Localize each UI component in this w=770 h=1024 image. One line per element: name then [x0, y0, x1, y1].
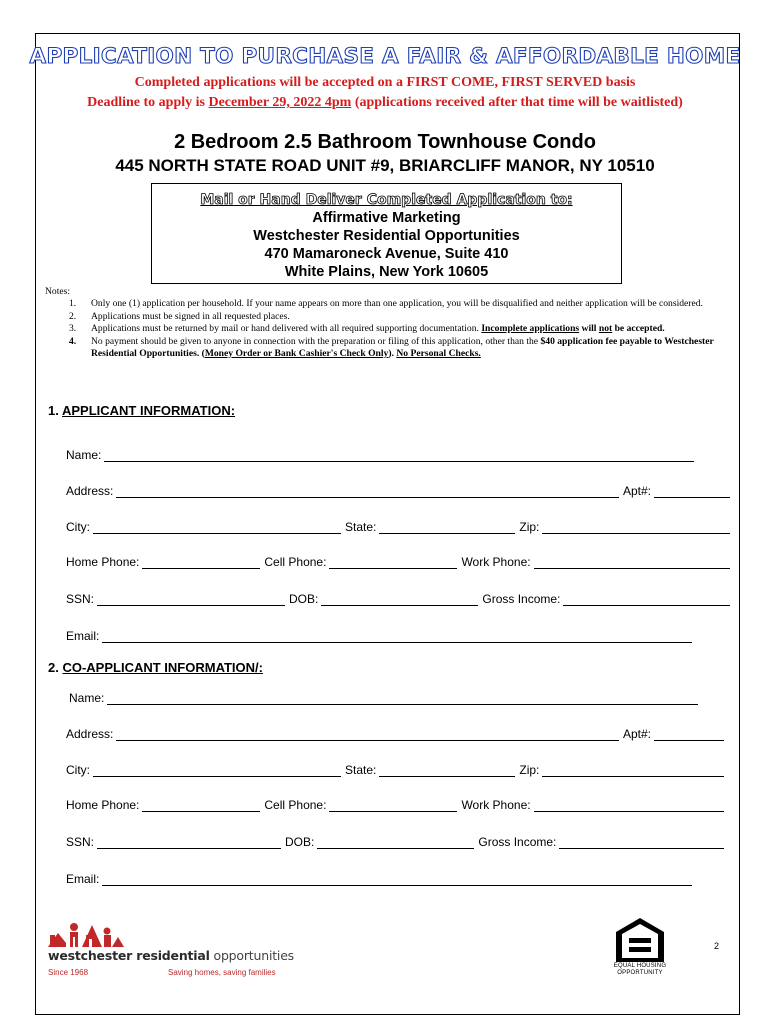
state-label: State: — [345, 763, 377, 777]
name-label: Name: — [66, 448, 102, 462]
applicant-apt-field[interactable] — [654, 486, 730, 498]
mail-line-1: Affirmative Marketing — [312, 210, 461, 226]
property-address: 445 NORTH STATE ROAD UNIT #9, BRIARCLIFF MANOR, NY 10510 — [115, 156, 655, 175]
section-number: 1. — [48, 403, 62, 418]
section-applicant-heading — [48, 403, 235, 418]
co-applicant-ssn-field[interactable] — [97, 837, 281, 849]
section-number: 2. — [48, 660, 63, 675]
applicant-email-row — [66, 627, 734, 643]
work-phone-label: Work Phone: — [461, 798, 531, 812]
note-4 — [45, 336, 735, 361]
applicant-email-field[interactable] — [102, 631, 692, 643]
deadline-suffix: (applications received after that time will be waitlisted) — [351, 95, 683, 110]
apt-label: Apt#: — [622, 727, 651, 741]
applicant-ssn-row — [66, 590, 734, 606]
zip-label: Zip: — [519, 763, 540, 777]
note-text: No payment should be given to anyone in connection with the preparation or filing of this application, other than the — [91, 335, 541, 347]
co-applicant-zip-field[interactable] — [542, 765, 724, 777]
note-text: Only one (1) application per household. If your name appears on more than one application, you will be disqualified and neither application will be considered. — [91, 298, 703, 310]
mail-line-3: 470 Mamaroneck Avenue, Suite 410 — [264, 246, 509, 262]
mail-to-box — [151, 183, 622, 284]
first-come-notice: Completed applications will be accepted on a FIRST COME, FIRST SERVED basis — [134, 75, 636, 90]
note-number: 3. — [69, 323, 77, 335]
note-1 — [45, 298, 735, 310]
work-phone-label: Work Phone: — [461, 555, 531, 569]
brand-bold: westchester residential — [48, 948, 210, 963]
note-emphasis: $40 application fee payable to Westchester Residential Opportunities — [91, 335, 714, 360]
note-emphasis: No Personal Checks. — [396, 348, 481, 360]
note-emphasis: . ( — [196, 348, 205, 360]
notes-label: Notes: — [45, 286, 71, 297]
eho-caption: EQUAL HOUSING OPPORTUNITY — [613, 963, 667, 976]
co-applicant-work-phone-field[interactable] — [534, 800, 724, 812]
deadline-prefix: Deadline to apply is — [87, 95, 209, 110]
email-label: Email: — [66, 872, 100, 886]
email-label: Email: — [66, 629, 100, 643]
co-applicant-name-row — [69, 689, 734, 705]
note-emphasis: Incomplete applications — [481, 323, 580, 335]
applicant-zip-field[interactable] — [542, 522, 730, 534]
note-number: 1. — [69, 298, 77, 310]
city-label: City: — [66, 520, 90, 534]
ssn-label: SSN: — [66, 592, 95, 606]
home-phone-label: Home Phone: — [66, 798, 140, 812]
co-applicant-city-field[interactable] — [93, 765, 341, 777]
co-applicant-dob-field[interactable] — [317, 837, 474, 849]
co-applicant-email-row — [66, 870, 734, 886]
state-label: State: — [345, 520, 377, 534]
section-title: CO-APPLICANT INFORMATION/: — [62, 660, 263, 675]
co-applicant-apt-field[interactable] — [654, 729, 724, 741]
co-applicant-phone-row — [66, 796, 734, 812]
mail-heading: Mail or Hand Deliver Completed Application to: — [200, 192, 573, 208]
since-text: Since 1968 — [48, 968, 89, 977]
applicant-address-row — [66, 482, 734, 498]
deadline-date: December 29, 2022 4pm — [208, 95, 352, 110]
co-applicant-city-row — [66, 761, 734, 777]
mail-line-2: Westchester Residential Opportunities — [253, 228, 520, 244]
note-emphasis: not — [598, 323, 613, 335]
unit-heading: 2 Bedroom 2.5 Bathroom Townhouse Condo — [174, 131, 596, 153]
section-title: APPLICANT INFORMATION: — [61, 403, 236, 418]
note-emphasis: Money Order or Bank Cashier's Check Only — [204, 348, 389, 360]
gross-income-label: Gross Income: — [478, 835, 557, 849]
cell-phone-label: Cell Phone: — [264, 555, 327, 569]
apt-label: Apt#: — [622, 484, 651, 498]
note-text: Applications must be returned by mail or hand delivered with all required supporting documentation. — [91, 323, 482, 335]
section-co-applicant-heading — [48, 660, 263, 675]
applicant-home-phone-field[interactable] — [142, 557, 260, 569]
co-applicant-state-field[interactable] — [379, 765, 515, 777]
slogan-text: Saving homes, saving families — [168, 968, 276, 977]
page-title: APPLICATION TO PURCHASE A FAIR & AFFORDABLE HOME — [29, 44, 741, 69]
applicant-work-phone-field[interactable] — [534, 557, 730, 569]
note-emphasis: will — [579, 323, 599, 335]
address-label: Address: — [66, 484, 114, 498]
gross-income-label: Gross Income: — [482, 592, 561, 606]
note-3 — [45, 323, 735, 335]
note-number: 2. — [69, 310, 77, 322]
name-label: Name: — [69, 691, 105, 705]
dob-label: DOB: — [285, 835, 315, 849]
applicant-city-field[interactable] — [93, 522, 341, 534]
applicant-dob-field[interactable] — [321, 594, 478, 606]
zip-label: Zip: — [519, 520, 540, 534]
mail-line-4: White Plains, New York 10605 — [284, 264, 489, 280]
brand-light: opportunities — [209, 948, 294, 963]
address-label: Address: — [66, 727, 114, 741]
applicant-name-field[interactable] — [104, 450, 694, 462]
page-number: 2 — [714, 941, 720, 951]
cell-phone-label: Cell Phone: — [264, 798, 327, 812]
co-applicant-name-field[interactable] — [107, 693, 698, 705]
applicant-ssn-field[interactable] — [97, 594, 285, 606]
co-applicant-home-phone-field[interactable] — [142, 800, 260, 812]
notes-section — [45, 286, 735, 360]
note-text: Applications must be signed in all requested places. — [91, 310, 290, 322]
applicant-gross-income-field[interactable] — [563, 594, 730, 606]
applicant-city-row — [66, 518, 734, 534]
applicant-cell-phone-field[interactable] — [329, 557, 457, 569]
dob-label: DOB: — [289, 592, 319, 606]
applicant-address-field[interactable] — [116, 486, 619, 498]
co-applicant-address-field[interactable] — [116, 729, 619, 741]
applicant-phone-row — [66, 553, 734, 569]
home-phone-label: Home Phone: — [66, 555, 140, 569]
co-applicant-email-field[interactable] — [102, 874, 692, 886]
co-applicant-address-row — [66, 725, 734, 741]
co-applicant-cell-phone-field[interactable] — [329, 800, 457, 812]
note-emphasis: be accepted. — [612, 323, 665, 335]
co-applicant-gross-income-field[interactable] — [559, 837, 724, 849]
city-label: City: — [66, 763, 90, 777]
co-applicant-ssn-row — [66, 833, 734, 849]
brand-name — [48, 948, 294, 963]
note-2 — [45, 311, 735, 323]
applicant-name-row — [66, 446, 734, 462]
deadline-notice — [0, 95, 770, 111]
note-emphasis: ). — [388, 348, 397, 360]
applicant-state-field[interactable] — [379, 522, 515, 534]
ssn-label: SSN: — [66, 835, 95, 849]
note-number: 4. — [69, 335, 77, 347]
